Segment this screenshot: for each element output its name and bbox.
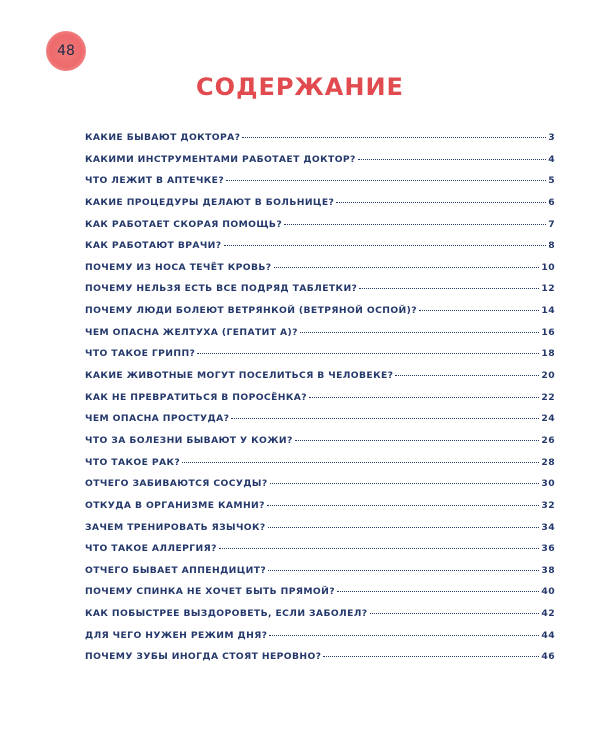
toc-entry-page: 8	[548, 240, 555, 252]
toc-entry-page: 10	[541, 261, 555, 273]
toc-entry-page: 22	[541, 391, 555, 403]
toc-entry-title: ОТКУДА В ОРГАНИЗМЕ КАМНИ?	[85, 499, 265, 511]
toc-entry[interactable]	[85, 608, 555, 630]
toc-entry[interactable]	[85, 283, 555, 305]
dot-leader	[219, 548, 540, 549]
toc-entry[interactable]	[85, 132, 555, 154]
dot-leader	[323, 656, 539, 657]
toc-entry[interactable]	[85, 500, 555, 522]
toc-entry-page: 24	[541, 413, 555, 425]
dot-leader	[295, 440, 540, 441]
dot-leader	[268, 527, 540, 528]
toc-entry-page: 28	[541, 456, 555, 468]
toc-entry-title: КАК НЕ ПРЕВРАТИТЬСЯ В ПОРОСЁНКА?	[85, 391, 307, 403]
page-title: СОДЕРЖАНИЕ	[196, 73, 404, 101]
toc-entry[interactable]	[85, 435, 555, 457]
dot-leader	[197, 353, 539, 354]
toc-entry-title: ЧТО ЗА БОЛЕЗНИ БЫВАЮТ У КОЖИ?	[85, 434, 293, 446]
toc-entry-title: КАК ПОБЫСТРЕЕ ВЫЗДОРОВЕТЬ, ЕСЛИ ЗАБОЛЕЛ?	[85, 608, 368, 620]
dot-leader	[242, 137, 546, 138]
toc-entry-title: КАК РАБОТАЕТ СКОРАЯ ПОМОЩЬ?	[85, 218, 283, 230]
toc-entry[interactable]	[85, 327, 555, 349]
toc-entry-title: ЧТО ТАКОЕ АЛЛЕРГИЯ?	[85, 543, 217, 555]
toc-entry-title: КАКИЕ ЖИВОТНЫЕ МОГУТ ПОСЕЛИТЬСЯ В ЧЕЛОВЕКЕ?	[85, 370, 394, 382]
toc-entry-page: 34	[541, 521, 555, 533]
toc-entry[interactable]	[85, 240, 555, 262]
toc-entry-title: КАК РАБОТАЮТ ВРАЧИ?	[85, 240, 222, 252]
dot-leader	[359, 288, 539, 289]
toc-entry[interactable]	[85, 413, 555, 435]
toc-entry[interactable]	[85, 262, 555, 284]
dot-leader	[269, 635, 539, 636]
toc-entry-page: 5	[548, 175, 555, 187]
toc-entry-title: ДЛЯ ЧЕГО НУЖЕН РЕЖИМ ДНЯ?	[85, 629, 268, 641]
toc-entry-page: 4	[548, 153, 555, 165]
toc-entry[interactable]	[85, 197, 555, 219]
toc-entry-title: КАКИЕ БЫВАЮТ ДОКТОРА?	[85, 132, 241, 143]
toc-entry[interactable]	[85, 586, 555, 608]
toc-entry[interactable]	[85, 478, 555, 500]
toc-entry-title: ЧТО ТАКОЕ РАК?	[85, 456, 181, 468]
table-of-contents	[85, 132, 555, 673]
toc-entry[interactable]	[85, 651, 555, 673]
toc-entry-title: ПОЧЕМУ ЗУБЫ ИНОГДА СТОЯТ НЕРОВНО?	[85, 651, 322, 663]
toc-entry-page: 46	[541, 651, 555, 663]
toc-entry-title: ПОЧЕМУ НЕЛЬЗЯ ЕСТЬ ВСЕ ПОДРЯД ТАБЛЕТКИ?	[85, 283, 358, 295]
toc-entry[interactable]	[85, 305, 555, 327]
dot-leader	[309, 397, 539, 398]
page-number-badge	[46, 31, 86, 71]
toc-entry-page: 40	[541, 586, 555, 598]
toc-entry-page: 26	[541, 434, 555, 446]
dot-leader	[268, 570, 539, 571]
toc-entry-title: ЗАЧЕМ ТРЕНИРОВАТЬ ЯЗЫЧОК?	[85, 521, 266, 533]
toc-entry[interactable]	[85, 154, 555, 176]
toc-entry-page: 42	[541, 608, 555, 620]
toc-entry-page: 3	[548, 132, 555, 143]
dot-leader	[267, 505, 540, 506]
dot-leader	[226, 180, 546, 181]
toc-entry[interactable]	[85, 565, 555, 587]
toc-entry[interactable]	[85, 457, 555, 479]
toc-entry-page: 44	[541, 629, 555, 641]
toc-entry-page: 14	[541, 305, 555, 317]
dot-leader	[274, 267, 540, 268]
dot-leader	[300, 332, 540, 333]
toc-entry-title: КАКИМИ ИНСТРУМЕНТАМИ РАБОТАЕТ ДОКТОР?	[85, 153, 356, 165]
toc-entry-title: ЧТО ТАКОЕ ГРИПП?	[85, 348, 196, 360]
toc-entry[interactable]	[85, 543, 555, 565]
toc-entry-page: 12	[541, 283, 555, 295]
dot-leader	[419, 310, 539, 311]
dot-leader	[284, 224, 546, 225]
toc-entry-title: ПОЧЕМУ СПИНКА НЕ ХОЧЕТ БЫТЬ ПРЯМОЙ?	[85, 586, 335, 598]
dot-leader	[336, 202, 546, 203]
toc-entry-title: ЧЕМ ОПАСНА ЖЕЛТУХА (ГЕПАТИТ А)?	[85, 326, 298, 338]
toc-entry-page: 6	[548, 196, 555, 208]
toc-entry-title: ОТЧЕГО ЗАБИВАЮТСЯ СОСУДЫ?	[85, 478, 268, 490]
toc-entry[interactable]	[85, 630, 555, 652]
toc-entry-title: ПОЧЕМУ ИЗ НОСА ТЕЧЁТ КРОВЬ?	[85, 261, 272, 273]
toc-entry[interactable]	[85, 219, 555, 241]
toc-entry-page: 36	[541, 543, 555, 555]
toc-entry[interactable]	[85, 348, 555, 370]
toc-entry-page: 20	[541, 370, 555, 382]
dot-leader	[358, 159, 546, 160]
toc-entry-page: 7	[548, 218, 555, 230]
toc-entry-title: ЧТО ЛЕЖИТ В АПТЕЧКЕ?	[85, 175, 225, 187]
toc-entry-title: КАКИЕ ПРОЦЕДУРЫ ДЕЛАЮТ В БОЛЬНИЦЕ?	[85, 196, 335, 208]
toc-entry-page: 32	[541, 499, 555, 511]
toc-entry-page: 16	[541, 326, 555, 338]
toc-entry-page: 18	[541, 348, 555, 360]
page-number: 48	[57, 43, 75, 59]
toc-entry[interactable]	[85, 370, 555, 392]
dot-leader	[395, 375, 539, 376]
dot-leader	[337, 591, 539, 592]
dot-leader	[231, 418, 539, 419]
toc-entry-title: ЧЕМ ОПАСНА ПРОСТУДА?	[85, 413, 230, 425]
dot-leader	[370, 613, 540, 614]
toc-entry-page: 30	[541, 478, 555, 490]
toc-entry-title: ОТЧЕГО БЫВАЕТ АППЕНДИЦИТ?	[85, 564, 267, 576]
toc-entry-page: 38	[541, 564, 555, 576]
toc-entry[interactable]	[85, 175, 555, 197]
dot-leader	[270, 483, 540, 484]
toc-entry[interactable]	[85, 392, 555, 414]
dot-leader	[182, 462, 539, 463]
toc-entry-title: ПОЧЕМУ ЛЮДИ БОЛЕЮТ ВЕТРЯНКОЙ (ВЕТРЯНОЙ ОСПОЙ)?	[85, 305, 417, 317]
dot-leader	[224, 245, 547, 246]
toc-entry[interactable]	[85, 522, 555, 544]
